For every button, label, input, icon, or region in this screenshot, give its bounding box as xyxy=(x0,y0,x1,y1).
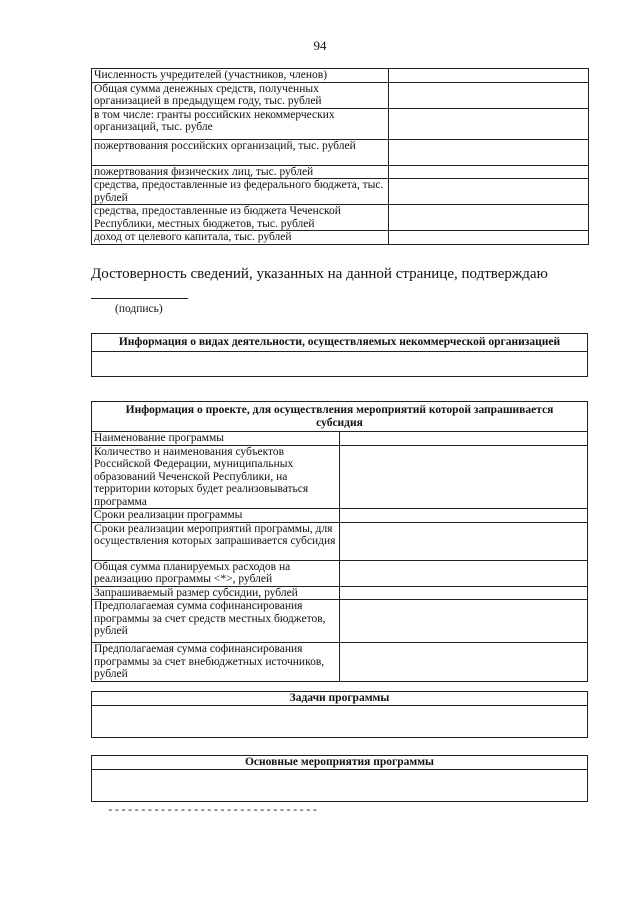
value-cell[interactable] xyxy=(389,139,589,165)
row-label-founders-count: Численность учредителей (участников, членов) xyxy=(92,69,389,83)
signature-caption: (подпись) xyxy=(115,303,163,315)
table-row xyxy=(92,108,589,139)
table-row xyxy=(92,600,588,643)
project-table xyxy=(91,401,588,682)
row-label-total-funds: Общая сумма денежных средств, полученных организацией в предыдущем году, тыс. рублей xyxy=(92,82,389,108)
row-label-program-dates: Сроки реализации программы xyxy=(92,509,340,523)
table-row xyxy=(92,643,588,682)
row-label-local-cofinancing: Предполагаемая сумма софинансирования программы за счет средств местных бюджетов, рублей xyxy=(92,600,340,643)
table-row xyxy=(92,165,589,179)
table-row xyxy=(92,509,588,523)
row-label-regional-budget: средства, предоставленные из бюджета Чеченской Республики, местных бюджетов, тыс. рублей xyxy=(92,205,389,231)
measures-title: Основные мероприятия программы xyxy=(92,756,588,770)
row-label-federal-budget: средства, предоставленные из федерального бюджета, тыс. рублей xyxy=(92,179,389,205)
project-table-title: Информация о проекте, для осуществления мероприятий которой запрашивается субсидия xyxy=(92,402,588,432)
table-row xyxy=(92,586,588,600)
value-cell[interactable] xyxy=(340,509,588,523)
footnote-separator: -------------------------------- xyxy=(107,805,319,817)
value-cell[interactable] xyxy=(389,205,589,231)
activities-title: Информация о видах деятельности, осуществляемых некоммерческой организацией xyxy=(92,334,588,352)
row-label-activity-dates: Сроки реализации мероприятий программы, для осуществления которых запрашивается субсидия xyxy=(92,522,340,560)
row-label-org-donations: пожертвования российских организаций, тыс. рублей xyxy=(92,139,389,165)
table-row xyxy=(92,432,588,446)
measures-box xyxy=(91,755,588,802)
table-row xyxy=(92,139,589,165)
value-cell[interactable] xyxy=(389,179,589,205)
row-label-total-expenses: Общая сумма планируемых расходов на реализацию программы <*>, рублей xyxy=(92,560,340,586)
value-cell[interactable] xyxy=(389,165,589,179)
value-cell[interactable] xyxy=(389,82,589,108)
founders-table xyxy=(91,68,589,245)
tasks-title: Задачи программы xyxy=(92,692,588,706)
table-row xyxy=(92,69,589,83)
table-row xyxy=(92,522,588,560)
table-row xyxy=(92,179,589,205)
table-row xyxy=(92,82,589,108)
table-header-row xyxy=(92,402,588,432)
row-label-subsidy-amount: Запрашиваемый размер субсидии, рублей xyxy=(92,586,340,600)
value-cell[interactable] xyxy=(389,108,589,139)
value-cell[interactable] xyxy=(389,69,589,83)
value-cell[interactable] xyxy=(340,600,588,643)
value-cell[interactable] xyxy=(340,586,588,600)
table-row xyxy=(92,205,589,231)
row-label-endowment-income: доход от целевого капитала, тыс. рублей xyxy=(92,231,389,245)
signature-line xyxy=(91,298,188,299)
value-cell[interactable] xyxy=(340,643,588,682)
activities-box xyxy=(91,333,588,377)
value-cell[interactable] xyxy=(340,432,588,446)
page-number: 94 xyxy=(313,38,327,53)
confirmation-text: Достоверность сведений, указанных на данной странице, подтверждаю xyxy=(91,266,548,282)
row-label-regions: Количество и наименования субъектов Российской Федерации, муниципальных образований Чеченской Республики, на территории которых будет реализовываться программа xyxy=(92,445,340,509)
row-label-grants: в том числе: гранты российских некоммерческих организаций, тыс. рубле xyxy=(92,108,389,139)
row-label-program-name: Наименование программы xyxy=(92,432,340,446)
value-cell[interactable] xyxy=(340,522,588,560)
activities-content-field[interactable] xyxy=(92,351,588,376)
row-label-individual-donations: пожертвования физических лиц, тыс. рублей xyxy=(92,165,389,179)
value-cell[interactable] xyxy=(340,445,588,509)
table-row xyxy=(92,445,588,509)
measures-content-field[interactable] xyxy=(92,769,588,801)
tasks-content-field[interactable] xyxy=(92,705,588,737)
table-row xyxy=(92,231,589,245)
tasks-box xyxy=(91,691,588,738)
row-label-extrabudget-cofinancing: Предполагаемая сумма софинансирования программы за счет внебюджетных источников, рублей xyxy=(92,643,340,682)
table-row xyxy=(92,560,588,586)
value-cell[interactable] xyxy=(389,231,589,245)
value-cell[interactable] xyxy=(340,560,588,586)
